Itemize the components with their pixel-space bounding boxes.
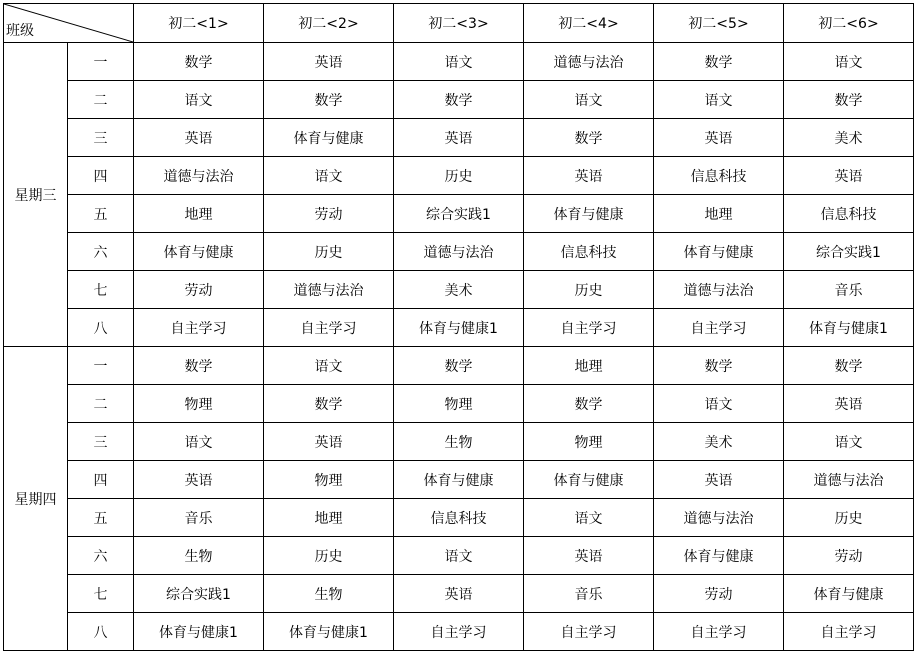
period-label: 六 <box>68 537 134 575</box>
period-label: 二 <box>68 385 134 423</box>
table-row <box>4 81 914 119</box>
class-header: 初二<3> <box>394 4 524 43</box>
subject-cell: 数学 <box>134 347 264 385</box>
subject-cell: 音乐 <box>134 499 264 537</box>
subject-cell: 体育与健康 <box>524 461 654 499</box>
subject-cell: 生物 <box>394 423 524 461</box>
period-label: 五 <box>68 499 134 537</box>
subject-cell: 道德与法治 <box>784 461 914 499</box>
subject-cell: 物理 <box>264 461 394 499</box>
subject-cell: 体育与健康 <box>524 195 654 233</box>
table-row <box>4 347 914 385</box>
schedule-table <box>3 3 914 651</box>
subject-cell: 音乐 <box>524 575 654 613</box>
subject-cell: 语文 <box>264 157 394 195</box>
subject-cell: 自主学习 <box>524 309 654 347</box>
subject-cell: 数学 <box>394 81 524 119</box>
table-row <box>4 613 914 651</box>
subject-cell: 历史 <box>394 157 524 195</box>
subject-cell: 语文 <box>784 423 914 461</box>
table-row <box>4 461 914 499</box>
subject-cell: 英语 <box>654 461 784 499</box>
subject-cell: 历史 <box>264 537 394 575</box>
table-row <box>4 423 914 461</box>
period-label: 三 <box>68 423 134 461</box>
subject-cell: 体育与健康 <box>394 461 524 499</box>
subject-cell: 地理 <box>654 195 784 233</box>
subject-cell: 自主学习 <box>654 309 784 347</box>
class-header: 初二<4> <box>524 4 654 43</box>
subject-cell: 物理 <box>134 385 264 423</box>
subject-cell: 语文 <box>654 81 784 119</box>
subject-cell: 自主学习 <box>524 613 654 651</box>
subject-cell: 数学 <box>524 119 654 157</box>
subject-cell: 数学 <box>524 385 654 423</box>
period-label: 三 <box>68 119 134 157</box>
subject-cell: 劳动 <box>264 195 394 233</box>
day-label: 星期四 <box>4 347 68 651</box>
subject-cell: 数学 <box>134 43 264 81</box>
subject-cell: 自主学习 <box>654 613 784 651</box>
subject-cell: 生物 <box>264 575 394 613</box>
subject-cell: 体育与健康 <box>134 233 264 271</box>
period-label: 二 <box>68 81 134 119</box>
subject-cell: 道德与法治 <box>134 157 264 195</box>
subject-cell: 自主学习 <box>264 309 394 347</box>
subject-cell: 综合实践1 <box>394 195 524 233</box>
subject-cell: 劳动 <box>784 537 914 575</box>
subject-cell: 数学 <box>654 347 784 385</box>
table-row <box>4 233 914 271</box>
subject-cell: 物理 <box>394 385 524 423</box>
period-label: 七 <box>68 575 134 613</box>
subject-cell: 劳动 <box>654 575 784 613</box>
subject-cell: 历史 <box>524 271 654 309</box>
subject-cell: 体育与健康1 <box>394 309 524 347</box>
table-row <box>4 195 914 233</box>
subject-cell: 地理 <box>134 195 264 233</box>
subject-cell: 美术 <box>784 119 914 157</box>
period-label: 六 <box>68 233 134 271</box>
subject-cell: 语文 <box>394 537 524 575</box>
period-label: 一 <box>68 347 134 385</box>
subject-cell: 语文 <box>654 385 784 423</box>
subject-cell: 美术 <box>394 271 524 309</box>
subject-cell: 劳动 <box>134 271 264 309</box>
period-label: 四 <box>68 461 134 499</box>
subject-cell: 体育与健康 <box>264 119 394 157</box>
subject-cell: 道德与法治 <box>394 233 524 271</box>
subject-cell: 语文 <box>784 43 914 81</box>
subject-cell: 信息科技 <box>524 233 654 271</box>
subject-cell: 英语 <box>264 423 394 461</box>
subject-cell: 体育与健康 <box>654 537 784 575</box>
table-row <box>4 157 914 195</box>
subject-cell: 语文 <box>394 43 524 81</box>
subject-cell: 语文 <box>134 423 264 461</box>
subject-cell: 物理 <box>524 423 654 461</box>
subject-cell: 生物 <box>134 537 264 575</box>
subject-cell: 英语 <box>524 537 654 575</box>
subject-cell: 体育与健康1 <box>134 613 264 651</box>
subject-cell: 道德与法治 <box>654 271 784 309</box>
subject-cell: 语文 <box>134 81 264 119</box>
subject-cell: 自主学习 <box>134 309 264 347</box>
class-header: 初二<6> <box>784 4 914 43</box>
table-row <box>4 537 914 575</box>
subject-cell: 数学 <box>264 81 394 119</box>
table-row <box>4 575 914 613</box>
period-label: 八 <box>68 613 134 651</box>
subject-cell: 语文 <box>524 499 654 537</box>
subject-cell: 自主学习 <box>784 613 914 651</box>
subject-cell: 英语 <box>134 461 264 499</box>
subject-cell: 语文 <box>524 81 654 119</box>
subject-cell: 音乐 <box>784 271 914 309</box>
table-row <box>4 499 914 537</box>
period-label: 四 <box>68 157 134 195</box>
day-label: 星期三 <box>4 43 68 347</box>
period-label: 五 <box>68 195 134 233</box>
corner-cell <box>4 4 134 43</box>
subject-cell: 数学 <box>784 81 914 119</box>
subject-cell: 数学 <box>784 347 914 385</box>
subject-cell: 数学 <box>654 43 784 81</box>
class-header: 初二<2> <box>264 4 394 43</box>
subject-cell: 英语 <box>784 157 914 195</box>
subject-cell: 体育与健康 <box>654 233 784 271</box>
table-row <box>4 385 914 423</box>
subject-cell: 英语 <box>524 157 654 195</box>
subject-cell: 数学 <box>394 347 524 385</box>
subject-cell: 综合实践1 <box>134 575 264 613</box>
subject-cell: 美术 <box>654 423 784 461</box>
class-header: 初二<5> <box>654 4 784 43</box>
subject-cell: 英语 <box>264 43 394 81</box>
header-row <box>4 4 914 43</box>
subject-cell: 道德与法治 <box>524 43 654 81</box>
period-label: 七 <box>68 271 134 309</box>
table-row <box>4 309 914 347</box>
subject-cell: 信息科技 <box>654 157 784 195</box>
subject-cell: 地理 <box>264 499 394 537</box>
period-label: 一 <box>68 43 134 81</box>
subject-cell: 英语 <box>784 385 914 423</box>
subject-cell: 自主学习 <box>394 613 524 651</box>
subject-cell: 英语 <box>394 119 524 157</box>
subject-cell: 道德与法治 <box>264 271 394 309</box>
subject-cell: 英语 <box>654 119 784 157</box>
subject-cell: 历史 <box>264 233 394 271</box>
period-label: 八 <box>68 309 134 347</box>
table-row <box>4 43 914 81</box>
table-row <box>4 119 914 157</box>
subject-cell: 体育与健康1 <box>264 613 394 651</box>
table-row <box>4 271 914 309</box>
subject-cell: 英语 <box>134 119 264 157</box>
subject-cell: 道德与法治 <box>654 499 784 537</box>
subject-cell: 体育与健康1 <box>784 309 914 347</box>
subject-cell: 信息科技 <box>784 195 914 233</box>
subject-cell: 历史 <box>784 499 914 537</box>
subject-cell: 英语 <box>394 575 524 613</box>
class-header: 初二<1> <box>134 4 264 43</box>
subject-cell: 地理 <box>524 347 654 385</box>
corner-label: 班级 <box>6 23 34 39</box>
subject-cell: 综合实践1 <box>784 233 914 271</box>
subject-cell: 信息科技 <box>394 499 524 537</box>
subject-cell: 数学 <box>264 385 394 423</box>
subject-cell: 语文 <box>264 347 394 385</box>
subject-cell: 体育与健康 <box>784 575 914 613</box>
